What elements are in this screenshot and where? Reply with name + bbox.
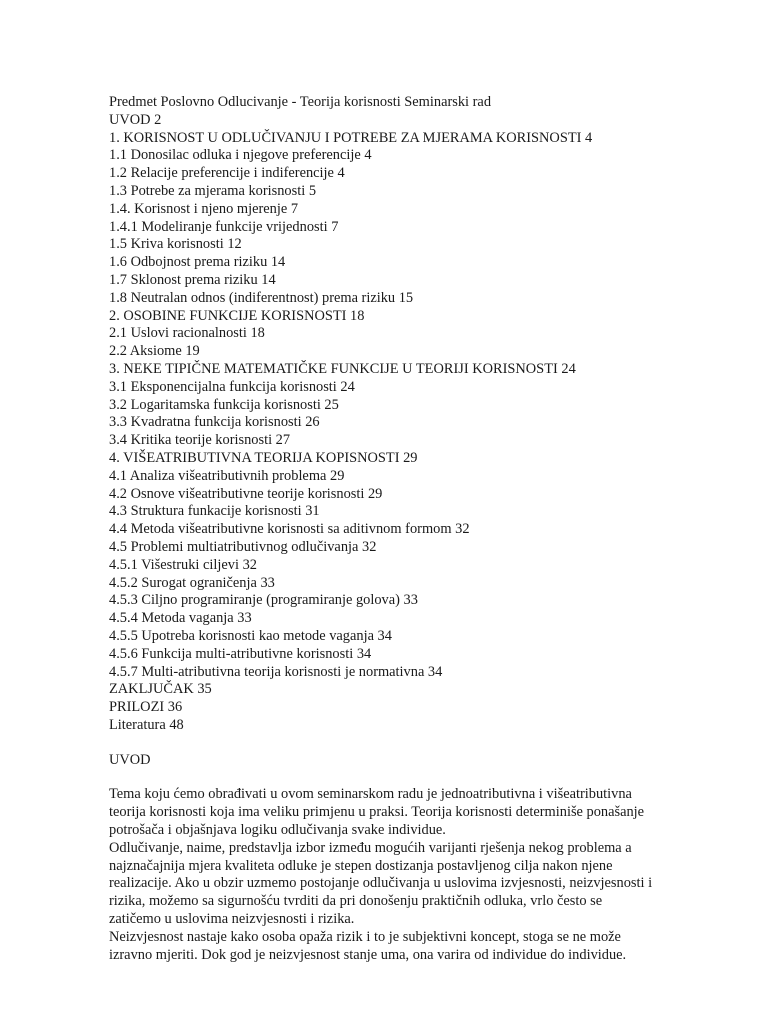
body-text-line: rizika, možemo sa sigurnošću tvrditi da pri donošenju praktičnih odluka, vrlo često se: [109, 893, 603, 910]
toc-entry: 4.2 Osnove višeatributivne teorije korisnosti 29: [109, 485, 383, 502]
toc-entry: 1.8 Neutralan odnos (indiferentnost) prema riziku 15: [109, 289, 414, 306]
body-text-line: Neizvjesnost nastaje kako osoba opaža rizik i to je subjektivni koncept, stoga se ne može: [109, 928, 621, 945]
document-page: [109, 94, 699, 964]
toc-entry: 1.1 Donosilac odluka i njegove preferencije 4: [109, 147, 372, 164]
toc-entry: 4.5 Problemi multiatributivnog odlučivanja 32: [109, 538, 377, 555]
body-text-line: potrošača i objašnjava logiku odlučivanja svake individue.: [109, 822, 446, 839]
toc-entry: 1.4.1 Modeliranje funkcije vrijednosti 7: [109, 218, 339, 235]
toc-entry: 1.5 Kriva korisnosti 12: [109, 236, 242, 253]
toc-entry: 4.1 Analiza višeatributivnih problema 29: [109, 467, 345, 484]
toc-entry: 4.3 Struktura funkacije korisnosti 31: [109, 503, 320, 520]
toc-entry: 4.5.2 Surogat ograničenja 33: [109, 574, 275, 591]
body-text-line: izravno mjeriti. Dok god je neizvjesnost stanje uma, ona varira od individue do individue.: [109, 946, 627, 963]
toc-entry: UVOD 2: [109, 111, 162, 128]
toc-entry: 4.5.7 Multi-atributivna teorija korisnosti je normativna 34: [109, 663, 443, 680]
toc-title: Predmet Poslovno Odlucivanje - Teorija korisnosti Seminarski rad: [109, 94, 492, 110]
toc-entry: 2. OSOBINE FUNKCIJE KORISNOSTI 18: [109, 307, 365, 324]
section-body: [109, 786, 699, 964]
body-text-line: Tema koju ćemo obrađivati u ovom seminarskom radu je jednoatributivna i višeatributivna: [109, 786, 632, 803]
toc-entry: 4.5.1 Višestruki ciljevi 32: [109, 556, 257, 573]
body-text-line: Odlučivanje, naime, predstavlja izbor između mogućih varijanti rješenja nekog problema a: [109, 839, 632, 856]
toc-entry: 3.2 Logaritamska funkcija korisnosti 25: [109, 396, 339, 413]
toc-entry: 1.2 Relacije preferencije i indiferencije 4: [109, 165, 345, 182]
toc-entry: 3.3 Kvadratna funkcija korisnosti 26: [109, 414, 320, 431]
body-text-line: teorija korisnosti koja ima veliku primjenu u praksi. Teorija korisnosti determiniše ponašanje: [109, 804, 645, 821]
toc-entry: 1.6 Odbojnost prema riziku 14: [109, 254, 286, 271]
toc-entry: ZAKLJUČAK 35: [109, 681, 212, 698]
toc-entry: PRILOZI 36: [109, 699, 183, 716]
toc-entry: 4.4 Metoda višeatributivne korisnosti sa aditivnom formom 32: [109, 521, 470, 538]
toc-entry: 4. VIŠEATRIBUTIVNA TEORIJA KOPISNOSTI 29: [109, 449, 418, 466]
toc-entry: 2.1 Uslovi racionalnosti 18: [109, 325, 265, 342]
toc-entry: 4.5.5 Upotreba korisnosti kao metode vaganja 34: [109, 627, 392, 644]
toc-entry: 1. KORISNOST U ODLUČIVANJU I POTREBE ZA MJERAMA KORISNOSTI 4: [109, 129, 593, 146]
toc-entry: 4.5.3 Ciljno programiranje (programiranje golova) 33: [109, 592, 418, 609]
toc-entry: Literatura 48: [109, 716, 184, 733]
section-heading: UVOD: [109, 751, 151, 768]
toc-entry: 1.3 Potrebe za mjerama korisnosti 5: [109, 182, 317, 199]
body-text-line: zatičemo u uslovima neizvjesnosti i rizika.: [109, 911, 355, 928]
table-of-contents: [109, 94, 699, 735]
toc-entry: 1.4. Korisnost i njeno mjerenje 7: [109, 200, 299, 217]
toc-entry: 1.7 Sklonost prema riziku 14: [109, 271, 276, 288]
toc-entry: 2.2 Aksiome 19: [109, 343, 200, 360]
toc-entry: 3.1 Eksponencijalna funkcija korisnosti 24: [109, 378, 355, 395]
body-text-line: najznačajnija mjera kvaliteta odluke je stepen dostizanja postavljenog cilja nakon njene: [109, 857, 613, 874]
toc-entry: 4.5.6 Funkcija multi-atributivne korisnosti 34: [109, 645, 372, 662]
body-text-line: realizacije. Ako u obzir uzmemo postojanje odlučivanja u uslovima izvjesnosti, neizvjesnosti i: [109, 875, 653, 892]
spacer: [109, 735, 699, 752]
toc-entry: 3. NEKE TIPIČNE MATEMATIČKE FUNKCIJE U TEORIJI KORISNOSTI 24: [109, 360, 576, 377]
spacer: [109, 769, 699, 786]
toc-entry: 3.4 Kritika teorije korisnosti 27: [109, 432, 291, 449]
toc-entry: 4.5.4 Metoda vaganja 33: [109, 610, 252, 627]
